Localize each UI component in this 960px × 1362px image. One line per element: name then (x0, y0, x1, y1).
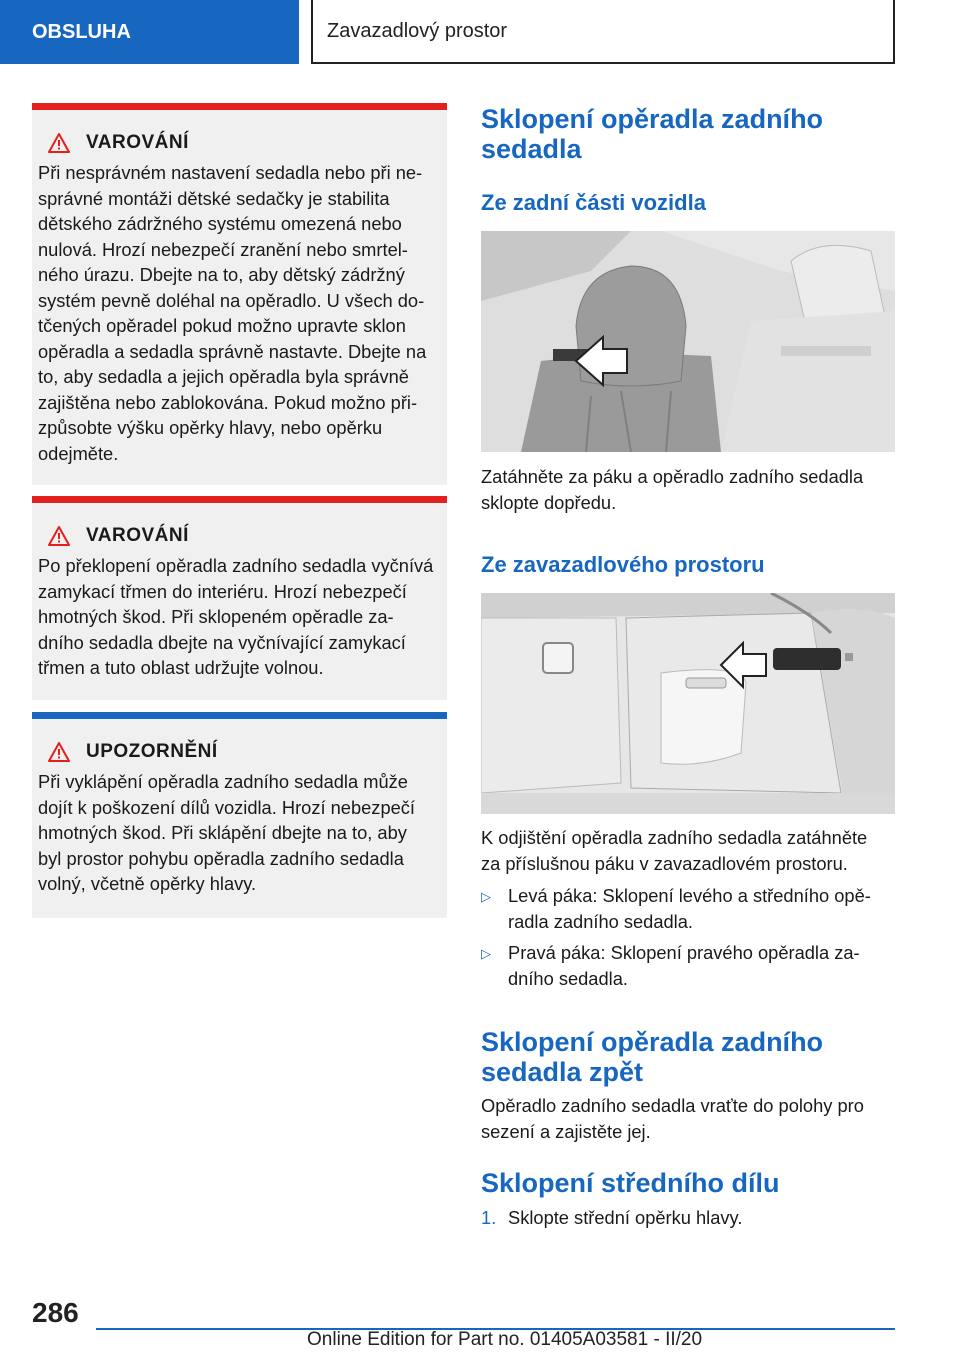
notice-box (32, 712, 447, 918)
footer-edition: Online Edition for Part no. 01405A03581 - II/20 (307, 1329, 703, 1350)
subheading-rear: Ze zadní části vozidla (481, 190, 706, 215)
warning-text: Po překlopení opěradla zadního sedadla vyčnívá zamykací třmen do interiéru. Hrozí nebezpečí hmotných škod. Při sklopeném opěradle za- dního sedadla dbejte na vyčnívající zamykací třmen a tuto oblast udržujte volnou. (38, 555, 434, 678)
trunk-lever-image (481, 593, 895, 814)
page-title: Zavazadlový prostor (327, 19, 508, 42)
heading-middle-section: Sklopení středního dílu (481, 1168, 780, 1198)
page-number: 286 (32, 1297, 79, 1328)
heading-fold-backrest: Sklopení opěradla zadního sedadla (481, 104, 824, 164)
notice-text: Při vyklápění opěradla zadního sedadla může dojít k poškození dílů vozidla. Hrozí nebezpečí hmotných škod. Při sklápění dbejte na to, aby byl prostor pohybu opěradla zadního sedadla volný, včetně opěrky hlavy. (38, 771, 416, 894)
paragraph-backrest-back: Opěradlo zadního sedadla vraťte do polohy pro sezení a zajistěte jej. (481, 1095, 864, 1142)
warning-title: VAROVÁNÍ (86, 132, 189, 153)
paragraph-trunk: K odjištění opěradla zadního sedadla zatáhněte za příslušnou páku v zavazadlovém prostoru. (481, 827, 868, 874)
warning-text: Při nesprávném nastavení sedadla nebo při ne- správné montáži dětské sedačky je stabilita dětského zádržného systému omezená nebo nulová. Hrozí nebezpečí zranění nebo smrtel- ného úrazu. Dbejte na to, aby dětský zádržný systém pevně doléhal na opěradlo. U všech do- tčených opěradel pokud možno upravte sklon opěradla a sedadla správně nastavte. Dbejte na to, aby sedadla a jejich opěradla byla správně zajištěna nebo zablokována. Pokud možno při- způsobte výšku opěrky hlavy, nebo opěrku odejměte. (38, 162, 427, 464)
warning-triangle-icon (48, 526, 70, 546)
warning-triangle-icon (48, 133, 70, 153)
step-list (481, 1205, 895, 1231)
list-item: ▷ Levá páka: Sklopení levého a středního opě- radla zadního sedadla. (481, 883, 895, 934)
seat-headrest-image (481, 231, 895, 452)
notice-title: UPOZORNĚNÍ (86, 741, 218, 762)
section-label: OBSLUHA (32, 20, 131, 43)
step-item (481, 1205, 895, 1231)
bullet-marker-icon: ▷ (481, 946, 491, 961)
page-header (311, 0, 895, 64)
bullet-list (481, 883, 895, 991)
paragraph-rear: Zatáhněte za páku a opěradlo zadního sedadla sklopte dopředu. (481, 466, 864, 513)
section-tab (0, 0, 299, 64)
warning-box (32, 496, 447, 700)
notice-triangle-icon (48, 742, 70, 762)
warning-title: VAROVÁNÍ (86, 525, 189, 546)
warning-box (32, 103, 447, 485)
list-item: ▷ Pravá páka: Sklopení pravého opěradla za- dního sedadla. (481, 940, 895, 991)
bullet-marker-icon: ▷ (481, 889, 491, 904)
heading-backrest-back: Sklopení opěradla zadního sedadla zpět (481, 1027, 824, 1087)
step-number: 1. (481, 1207, 497, 1228)
step-text: Sklopte střední opěrku hlavy. (508, 1207, 743, 1228)
subheading-trunk: Ze zavazadlového prostoru (481, 552, 765, 577)
